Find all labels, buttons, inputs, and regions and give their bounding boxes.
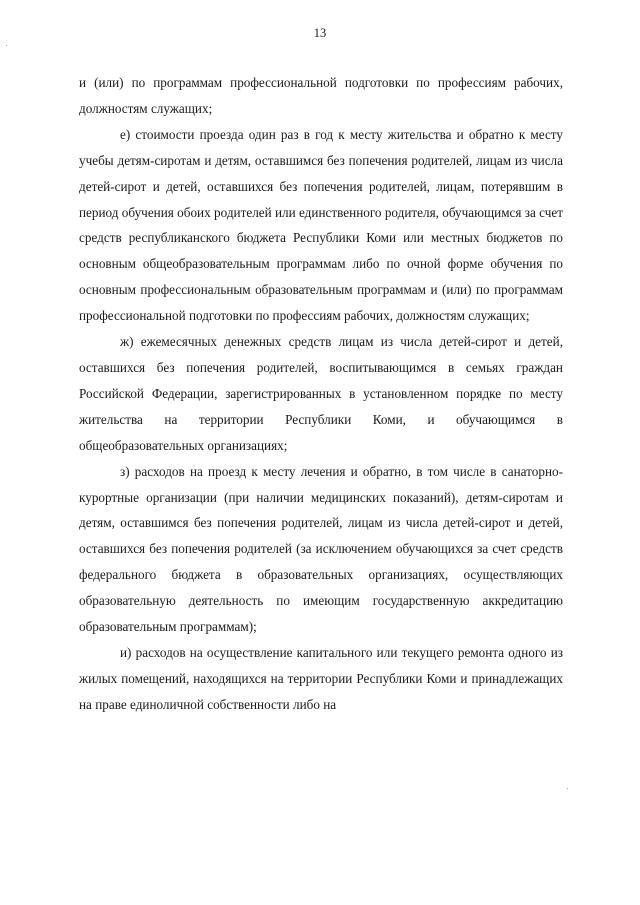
document-body xyxy=(79,70,563,718)
paragraph-item-e: е) стоимости проезда один раз в год к месту жительства и обратно к месту учебы детям-сиротам и детям, оставшимся без попечения родителей, лицам из числа детей-сирот и детей, оставшихся без попечения родителей, лицам, потерявшим в период обучения обоих родителей или единственного родителя, обучающимся за счет средств республиканского бюджета Республики Коми или местных бюджетов по основным общеобразовательным программам либо по очной форме обучения по основным профессиональным образовательным программам и (или) по программам профессиональной подготовки по профессиям рабочих, должностям служащих; xyxy=(79,126,563,324)
paragraph-item-i: и) расходов на осуществление капитального или текущего ремонта одного из жилых помещений, находящихся на территории Республики Коми и принадлежащих на праве единоличной собственности либо на xyxy=(79,644,563,712)
paragraph-item-zh: ж) ежемесячных денежных средств лицам из числа детей-сирот и детей, оставшихся без попечения родителей, воспитывающимся в семьях граждан Российской Федерации, зарегистрированных в установленном порядке по месту жительства на территории Республики Коми, и обучающимся в общеобразовательных организациях; xyxy=(79,334,563,453)
scan-speck xyxy=(6,45,7,46)
page-number: 13 xyxy=(313,26,327,40)
paragraph-item-z: з) расходов на проезд к месту лечения и обратно, в том числе в санаторно-курортные организации (при наличии медицинских показаний), детям-сиротам и детям, оставшимся без попечения родителей, лицам из числа детей-сирот и детей, оставшихся без попечения родителей (за исключением обучающихся за счет средств федерального бюджета в образовательных организациях, осуществляющих образовательную деятельность по имеющим государственную аккредитацию образовательным программам); xyxy=(79,463,563,635)
paragraph-continuation: и (или) по программам профессиональной подготовки по профессиям рабочих, должностям служащих; xyxy=(79,75,563,116)
scan-speck xyxy=(567,788,568,789)
